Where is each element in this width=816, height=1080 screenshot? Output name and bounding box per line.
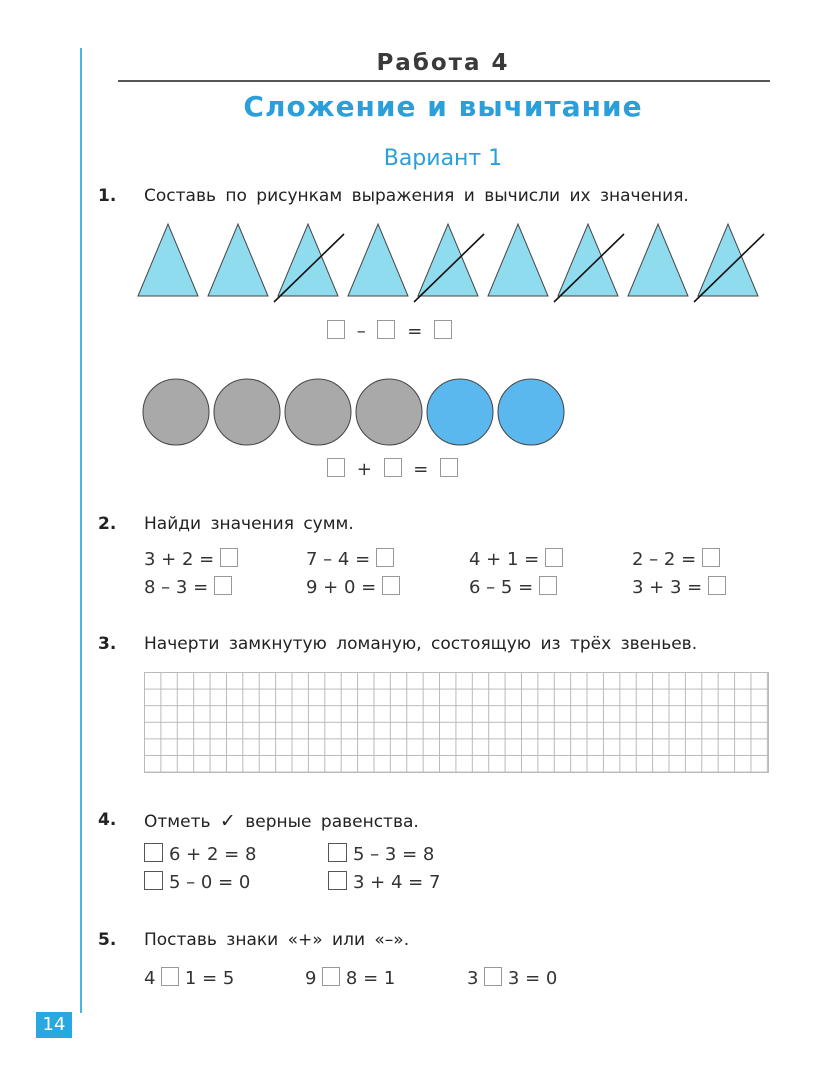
- sign-item: [144, 967, 234, 989]
- sign-right: 1 = 5: [184, 968, 235, 989]
- margin-line: [80, 48, 82, 1013]
- answer-box[interactable]: [377, 320, 395, 339]
- triangle: [488, 224, 548, 296]
- task-5-text: Поставь знаки «+» или «–».: [144, 930, 410, 950]
- gray-circle: [285, 379, 351, 445]
- answer-box[interactable]: [384, 458, 402, 477]
- expression-1-equals: =: [407, 321, 423, 342]
- sign-left: 9: [305, 968, 317, 989]
- sum-expression: 9 + 0 =: [306, 577, 377, 598]
- answer-box[interactable]: [382, 576, 400, 595]
- sign-item: [467, 967, 557, 989]
- sign-item: [305, 967, 395, 989]
- task-2-number: 2.: [98, 514, 117, 534]
- answer-box[interactable]: [214, 576, 232, 595]
- sum-item: [144, 576, 232, 598]
- triangle: [208, 224, 268, 296]
- triangles-figure: [130, 218, 770, 308]
- sum-item: [469, 548, 563, 570]
- equality-text: 5 – 3 = 8: [353, 844, 435, 865]
- task-1-text: Составь по рисункам выражения и вычисли их значения.: [144, 186, 689, 206]
- sign-left: 3: [467, 968, 479, 989]
- equality-item: [328, 843, 434, 865]
- expression-2: [327, 458, 458, 480]
- sum-item: [306, 548, 394, 570]
- work-title: Работа 4: [376, 50, 510, 76]
- expression-1-operator: –: [356, 321, 366, 342]
- triangle: [138, 224, 198, 296]
- blue-circle: [498, 379, 564, 445]
- answer-box[interactable]: [440, 458, 458, 477]
- answer-box[interactable]: [376, 548, 394, 567]
- sum-item: [632, 548, 720, 570]
- answer-box[interactable]: [220, 548, 238, 567]
- triangle: [418, 224, 478, 296]
- triangle: [628, 224, 688, 296]
- answer-box[interactable]: [434, 320, 452, 339]
- topic-title: Сложение и вычитание: [243, 90, 643, 123]
- drawing-grid[interactable]: [144, 672, 769, 773]
- gray-circle: [214, 379, 280, 445]
- answer-box[interactable]: [702, 548, 720, 567]
- sum-expression: 4 + 1 =: [469, 549, 540, 570]
- variant-label: Вариант 1: [383, 146, 503, 171]
- sum-expression: 3 + 3 =: [632, 577, 703, 598]
- sign-left: 4: [144, 968, 156, 989]
- triangle: [278, 224, 338, 296]
- task-4-text-after: верные равенства.: [245, 812, 419, 832]
- equality-item: [144, 843, 256, 865]
- checkmark-icon: ✓: [219, 810, 236, 832]
- sign-box[interactable]: [322, 967, 340, 986]
- sum-expression: 2 – 2 =: [632, 549, 697, 570]
- sign-box[interactable]: [161, 967, 179, 986]
- sum-item: [632, 576, 726, 598]
- task-4-number: 4.: [98, 810, 117, 830]
- expression-2-operator: +: [356, 459, 372, 480]
- checkbox[interactable]: [328, 843, 347, 862]
- triangle: [698, 224, 758, 296]
- sum-expression: 3 + 2 =: [144, 549, 215, 570]
- equality-text: 6 + 2 = 8: [169, 844, 257, 865]
- task-5-number: 5.: [98, 930, 117, 950]
- equality-item: [328, 871, 440, 893]
- sum-item: [469, 576, 557, 598]
- sum-expression: 6 – 5 =: [469, 577, 534, 598]
- checkbox[interactable]: [144, 843, 163, 862]
- answer-box[interactable]: [327, 458, 345, 477]
- gray-circle: [356, 379, 422, 445]
- sign-box[interactable]: [484, 967, 502, 986]
- equality-text: 3 + 4 = 7: [353, 872, 441, 893]
- blue-circle: [427, 379, 493, 445]
- checkbox[interactable]: [144, 871, 163, 890]
- sum-item: [306, 576, 400, 598]
- task-4-text-before: Отметь: [144, 812, 211, 832]
- sign-right: 3 = 0: [507, 968, 558, 989]
- title-rule: [118, 80, 770, 82]
- triangle: [558, 224, 618, 296]
- task-2-text: Найди значения сумм.: [144, 514, 354, 534]
- equality-item: [144, 871, 250, 893]
- expression-2-equals: =: [413, 459, 429, 480]
- task-4-text: [144, 810, 419, 832]
- task-1-number: 1.: [98, 186, 117, 206]
- sum-expression: 8 – 3 =: [144, 577, 209, 598]
- task-3-text: Начерти замкнутую ломаную, состоящую из трёх звеньев.: [144, 634, 698, 654]
- page-number: 14: [36, 1012, 72, 1038]
- answer-box[interactable]: [327, 320, 345, 339]
- task-3-number: 3.: [98, 634, 117, 654]
- sum-item: [144, 548, 238, 570]
- equality-text: 5 – 0 = 0: [169, 872, 251, 893]
- answer-box[interactable]: [545, 548, 563, 567]
- triangle: [348, 224, 408, 296]
- expression-1: [327, 320, 452, 342]
- checkbox[interactable]: [328, 871, 347, 890]
- answer-box[interactable]: [539, 576, 557, 595]
- gray-circle: [143, 379, 209, 445]
- answer-box[interactable]: [708, 576, 726, 595]
- circles-figure: [136, 372, 616, 452]
- sum-expression: 7 – 4 =: [306, 549, 371, 570]
- sign-right: 8 = 1: [345, 968, 396, 989]
